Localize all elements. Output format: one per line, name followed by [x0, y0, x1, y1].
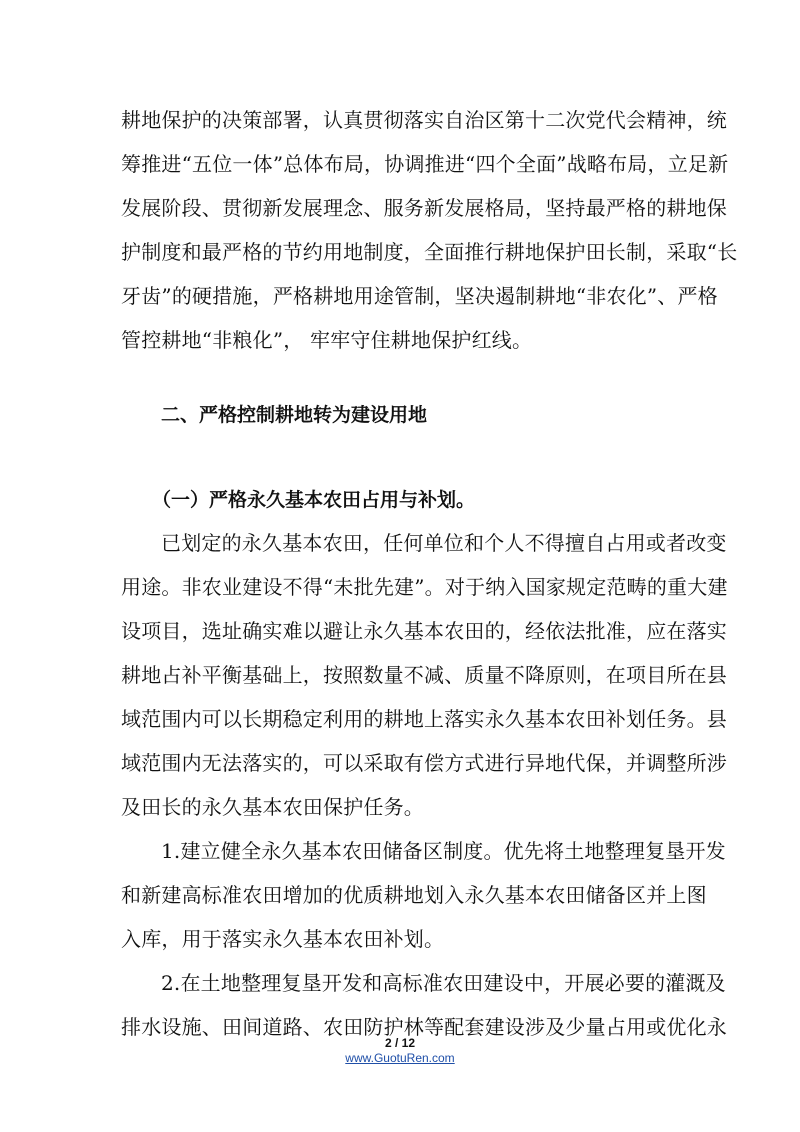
paragraph-1-line-5: 牙齿”的硬措施，严格耕地用途管制，坚决遏制耕地“非农化”、严格 — [121, 284, 718, 308]
paragraph-1-line-2: 筹推进“五位一体”总体布局，协调推进“四个全面”战略布局，立足新 — [121, 152, 729, 176]
paragraph-1-line-4: 护制度和最严格的节约用地制度，全面推行耕地保护田长制，采取“长 — [121, 240, 738, 264]
paragraph-1-line-6: 管控耕地“非粮化”， 牢牢守住耕地保护红线。 — [121, 328, 533, 352]
paragraph-2-line-4: 耕地占补平衡基础上，按照数量不减、质量不降原则，在项目所在县 — [121, 663, 727, 687]
paragraph-1-line-1: 耕地保护的决策部署，认真贯彻落实自治区第十二次党代会精神，统 — [121, 108, 727, 132]
footer-website — [0, 1051, 800, 1065]
paragraph-2-line-2: 用途。非农业建设不得“未批先建”。对于纳入国家规定范畴的重大建 — [121, 575, 728, 599]
paragraph-3-line-2: 和新建高标准农田增加的优质耕地划入永久基本农田储备区并上图 — [121, 883, 707, 907]
section-heading: 二、严格控制耕地转为建设用地 — [161, 404, 428, 426]
paragraph-1-line-3: 发展阶段、贯彻新发展理念、服务新发展格局，坚持最严格的耕地保 — [121, 196, 727, 220]
paragraph-4-line-2: 排水设施、田间道路、农田防护林等配套建设涉及少量占用或优化永 — [121, 1015, 727, 1039]
paragraph-2-line-7: 及田长的永久基本农田保护任务。 — [121, 795, 424, 819]
paragraph-2-line-6: 域范围内无法落实的，可以采取有偿方式进行异地代保，并调整所涉 — [121, 751, 727, 775]
paragraph-4-line-1: 2.在土地整理复垦开发和高标准农田建设中，开展必要的灌溉及 — [161, 971, 726, 995]
paragraph-3-line-1: 1.建立健全永久基本农田储备区制度。优先将土地整理复垦开发 — [161, 839, 726, 863]
page-number: 2 / 12 — [384, 1036, 416, 1050]
subsection-heading: （一）严格永久基本农田占用与补划。 — [152, 489, 476, 511]
paragraph-2-line-3: 设项目，选址确实难以避让永久基本农田的，经依法批准，应在落实 — [121, 619, 727, 643]
paragraph-2-line-5: 域范围内可以长期稳定利用的耕地上落实永久基本农田补划任务。县 — [121, 707, 727, 731]
website-link[interactable]: www.GuotuRen.com — [345, 1051, 455, 1065]
paragraph-2-line-1: 已划定的永久基本农田，任何单位和个人不得擅自占用或者改变 — [161, 531, 727, 555]
paragraph-3-line-3: 入库，用于落实永久基本农田补划。 — [121, 927, 445, 951]
